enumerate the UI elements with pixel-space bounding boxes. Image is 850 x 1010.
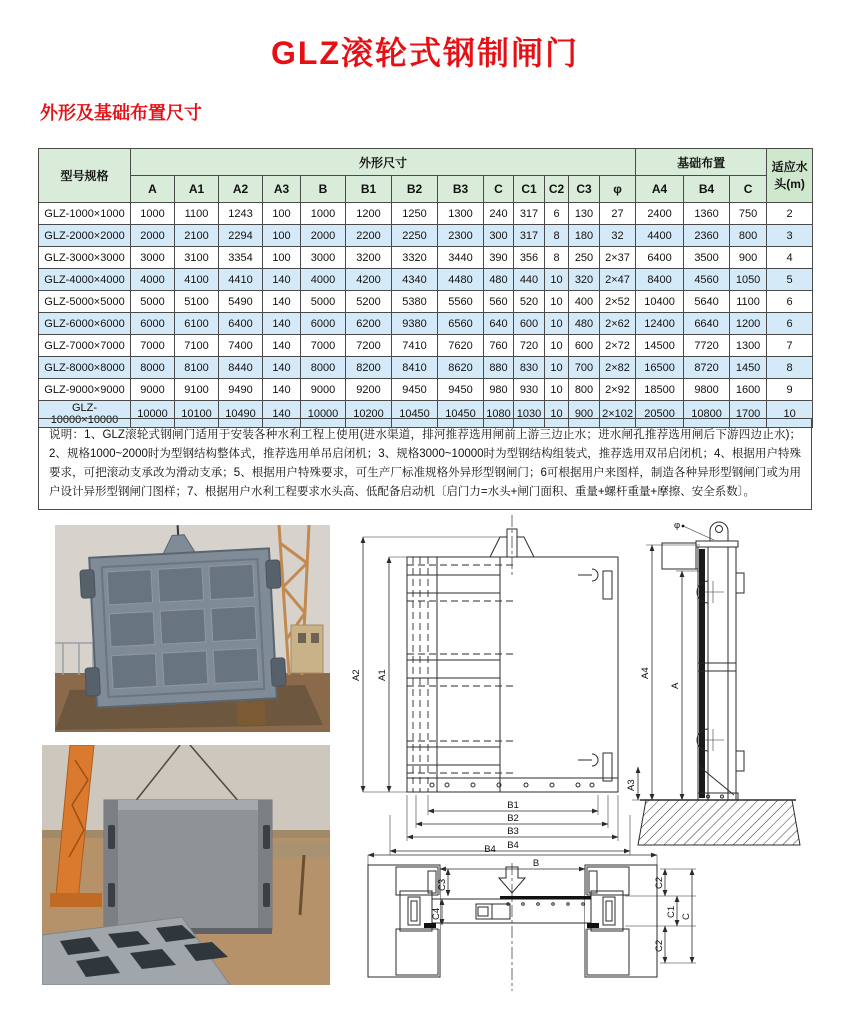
value-cell: 2×47	[600, 269, 636, 291]
photo-roller-gate	[55, 525, 330, 732]
value-cell: 10	[545, 335, 569, 357]
value-cell: 10800	[684, 401, 730, 428]
value-cell: 9000	[131, 379, 175, 401]
dim-label-a3: A3	[626, 779, 637, 791]
value-cell: 317	[514, 225, 545, 247]
value-cell: 140	[263, 313, 301, 335]
value-cell: 7620	[438, 335, 484, 357]
value-cell: 140	[263, 357, 301, 379]
value-cell: 390	[484, 247, 514, 269]
notes-box: 说明：1、GLZ滚轮式钢闸门适用于安装各种水利工程上使用(进水渠道，排河推荐选用闸前上游三边止水；进水闸孔推荐选用闸后下游四边止水)；2、规格1000~2000时为型钢结构整体式，推荐选用单吊启闭机；3、规格3000~10000时为型钢结构组装式，推荐选用双吊启闭机；4、根据用户特殊要求，可把滚动支承改为滑动支承；5、根据用户特殊要求，可生产厂标准规格外异形型钢闸门；6可根据用户来图样，制造各种异形型钢闸门或为用户设计异形型钢闸门图样；7、根据用户水利工程要求水头高、低配备启动机〔启门力=水头+闸门面积、重量+螺杆重量+摩擦、安全系数〕。	[38, 418, 812, 510]
model-cell: GLZ-4000×4000	[39, 269, 131, 291]
value-cell: 400	[569, 291, 600, 313]
value-cell: 8440	[219, 357, 263, 379]
value-cell: 9450	[392, 379, 438, 401]
value-cell: 4000	[301, 269, 346, 291]
value-cell: 130	[569, 203, 600, 225]
model-cell: GLZ-6000×6000	[39, 313, 131, 335]
value-cell: 320	[569, 269, 600, 291]
value-cell: 800	[569, 379, 600, 401]
value-cell: 2×82	[600, 357, 636, 379]
value-cell: 1700	[730, 401, 767, 428]
spec-table-body	[39, 203, 813, 428]
value-cell: 12400	[636, 313, 684, 335]
drawing-front-view	[351, 515, 630, 855]
value-cell: 2300	[438, 225, 484, 247]
value-cell: 3354	[219, 247, 263, 269]
value-cell: 1250	[392, 203, 438, 225]
value-cell: 2250	[392, 225, 438, 247]
column-header: C2	[545, 176, 569, 203]
column-header: B	[301, 176, 346, 203]
column-header: A4	[636, 176, 684, 203]
column-header: A	[131, 176, 175, 203]
value-cell: 2×52	[600, 291, 636, 313]
value-cell: 6100	[175, 313, 219, 335]
value-cell: 880	[484, 357, 514, 379]
column-header: A2	[219, 176, 263, 203]
value-cell: 140	[263, 401, 301, 428]
value-cell: 7400	[219, 335, 263, 357]
value-cell: 8200	[346, 357, 392, 379]
drawing-side-view	[626, 520, 800, 845]
column-header: B2	[392, 176, 438, 203]
value-cell: 100	[263, 225, 301, 247]
table-row	[39, 269, 813, 291]
value-cell: 8	[545, 247, 569, 269]
value-cell: 760	[484, 335, 514, 357]
value-cell: 6200	[346, 313, 392, 335]
value-cell: 4480	[438, 269, 484, 291]
column-header: A1	[175, 176, 219, 203]
value-cell: 5000	[301, 291, 346, 313]
value-cell: 100	[263, 247, 301, 269]
dim-label-phi: φ	[674, 520, 681, 531]
value-cell: 1360	[684, 203, 730, 225]
dim-label-b4: B4	[507, 840, 519, 851]
value-cell: 6560	[438, 313, 484, 335]
value-cell: 10490	[219, 401, 263, 428]
value-cell: 3000	[301, 247, 346, 269]
dim-label-c4: C4	[431, 907, 442, 920]
value-cell: 4400	[636, 225, 684, 247]
value-cell: 9380	[392, 313, 438, 335]
value-cell: 6	[767, 313, 813, 335]
model-cell: GLZ-7000×7000	[39, 335, 131, 357]
value-cell: 750	[730, 203, 767, 225]
value-cell: 2200	[346, 225, 392, 247]
dim-label-c3: C3	[437, 878, 448, 891]
value-cell: 9100	[175, 379, 219, 401]
model-cell: GLZ-3000×3000	[39, 247, 131, 269]
value-cell: 2×92	[600, 379, 636, 401]
value-cell: 5640	[684, 291, 730, 313]
value-cell: 10100	[175, 401, 219, 428]
value-cell: 3440	[438, 247, 484, 269]
value-cell: 4000	[131, 269, 175, 291]
value-cell: 140	[263, 269, 301, 291]
model-cell: GLZ-10000×10000	[39, 401, 131, 428]
dim-label-a2: A2	[351, 669, 362, 681]
value-cell: 1030	[514, 401, 545, 428]
value-cell: 7000	[131, 335, 175, 357]
value-cell: 10400	[636, 291, 684, 313]
value-cell: 10	[545, 401, 569, 428]
value-cell: 980	[484, 379, 514, 401]
value-cell: 7720	[684, 335, 730, 357]
dim-label-a4: A4	[640, 667, 651, 679]
value-cell: 2400	[636, 203, 684, 225]
value-cell: 900	[569, 401, 600, 428]
value-cell: 7200	[346, 335, 392, 357]
value-cell: 10	[545, 379, 569, 401]
dim-label-b1: B1	[507, 800, 519, 811]
value-cell: 6	[545, 203, 569, 225]
value-cell: 8000	[131, 357, 175, 379]
value-cell: 7000	[301, 335, 346, 357]
dim-label-b2: B2	[507, 813, 519, 824]
value-cell: 5380	[392, 291, 438, 313]
value-cell: 7100	[175, 335, 219, 357]
value-cell: 10	[545, 357, 569, 379]
dim-label-c: C	[681, 913, 692, 920]
column-header-row	[39, 176, 813, 203]
value-cell: 6400	[219, 313, 263, 335]
value-cell: 32	[600, 225, 636, 247]
value-cell: 1243	[219, 203, 263, 225]
value-cell: 1300	[730, 335, 767, 357]
value-cell: 10450	[438, 401, 484, 428]
value-cell: 3100	[175, 247, 219, 269]
value-cell: 6640	[684, 313, 730, 335]
value-cell: 2000	[301, 225, 346, 247]
header-water-head: 适应水头(m)	[767, 149, 813, 203]
group-header-row	[39, 149, 813, 176]
value-cell: 9	[767, 379, 813, 401]
column-header: B3	[438, 176, 484, 203]
table-row	[39, 335, 813, 357]
table-row	[39, 357, 813, 379]
value-cell: 2×72	[600, 335, 636, 357]
value-cell: 4410	[219, 269, 263, 291]
header-model: 型号规格	[39, 149, 131, 203]
model-cell: GLZ-8000×8000	[39, 357, 131, 379]
column-header: B4	[684, 176, 730, 203]
dim-label-plan-b: B	[532, 858, 540, 869]
value-cell: 140	[263, 379, 301, 401]
value-cell: 1450	[730, 357, 767, 379]
value-cell: 5490	[219, 291, 263, 313]
value-cell: 8410	[392, 357, 438, 379]
value-cell: 6000	[131, 313, 175, 335]
value-cell: 20500	[636, 401, 684, 428]
value-cell: 7410	[392, 335, 438, 357]
value-cell: 8400	[636, 269, 684, 291]
value-cell: 7	[767, 335, 813, 357]
value-cell: 1000	[131, 203, 175, 225]
value-cell: 520	[514, 291, 545, 313]
model-cell: GLZ-5000×5000	[39, 291, 131, 313]
value-cell: 180	[569, 225, 600, 247]
value-cell: 700	[569, 357, 600, 379]
value-cell: 830	[514, 357, 545, 379]
value-cell: 1600	[730, 379, 767, 401]
header-foundation: 基础布置	[636, 149, 767, 176]
value-cell: 2×102	[600, 401, 636, 428]
value-cell: 10	[545, 291, 569, 313]
value-cell: 5200	[346, 291, 392, 313]
value-cell: 5	[767, 269, 813, 291]
dim-label-plan-b4: B4	[484, 844, 496, 855]
photo-flat-gate	[42, 745, 330, 985]
value-cell: 2000	[131, 225, 175, 247]
value-cell: 6	[767, 291, 813, 313]
value-cell: 8620	[438, 357, 484, 379]
value-cell: 1000	[301, 203, 346, 225]
dim-label-b3: B3	[507, 826, 519, 837]
value-cell: 8000	[301, 357, 346, 379]
technical-drawings	[340, 515, 850, 1005]
model-cell: GLZ-2000×2000	[39, 225, 131, 247]
value-cell: 1080	[484, 401, 514, 428]
page-title: GLZ滚轮式钢制闸门	[271, 35, 579, 71]
column-header: C	[730, 176, 767, 203]
value-cell: 16500	[636, 357, 684, 379]
value-cell: 10450	[392, 401, 438, 428]
value-cell: 4	[767, 247, 813, 269]
value-cell: 14500	[636, 335, 684, 357]
value-cell: 2×62	[600, 313, 636, 335]
value-cell: 8	[545, 225, 569, 247]
value-cell: 1200	[346, 203, 392, 225]
value-cell: 3200	[346, 247, 392, 269]
section-heading: 外形及基础布置尺寸	[40, 103, 202, 123]
value-cell: 1100	[175, 203, 219, 225]
value-cell: 18500	[636, 379, 684, 401]
column-header: C3	[569, 176, 600, 203]
value-cell: 10	[545, 313, 569, 335]
value-cell: 480	[569, 313, 600, 335]
drawing-plan-view	[368, 844, 696, 991]
model-cell: GLZ-9000×9000	[39, 379, 131, 401]
value-cell: 5000	[131, 291, 175, 313]
value-cell: 2100	[175, 225, 219, 247]
dim-label-a: A	[670, 682, 681, 689]
value-cell: 317	[514, 203, 545, 225]
value-cell: 480	[484, 269, 514, 291]
value-cell: 10000	[301, 401, 346, 428]
value-cell: 2	[767, 203, 813, 225]
value-cell: 560	[484, 291, 514, 313]
value-cell: 3000	[131, 247, 175, 269]
value-cell: 720	[514, 335, 545, 357]
value-cell: 10	[767, 401, 813, 428]
table-row	[39, 379, 813, 401]
header-outline-dims: 外形尺寸	[131, 149, 636, 176]
value-cell: 9800	[684, 379, 730, 401]
value-cell: 5100	[175, 291, 219, 313]
value-cell: 4200	[346, 269, 392, 291]
table-row	[39, 203, 813, 225]
spec-table	[38, 148, 813, 428]
value-cell: 10	[545, 269, 569, 291]
value-cell: 1300	[438, 203, 484, 225]
value-cell: 240	[484, 203, 514, 225]
value-cell: 4560	[684, 269, 730, 291]
value-cell: 140	[263, 291, 301, 313]
value-cell: 8	[767, 357, 813, 379]
value-cell: 1050	[730, 269, 767, 291]
value-cell: 2360	[684, 225, 730, 247]
value-cell: 640	[484, 313, 514, 335]
value-cell: 1100	[730, 291, 767, 313]
column-header: φ	[600, 176, 636, 203]
dim-label-c1: C1	[666, 905, 677, 918]
value-cell: 9000	[301, 379, 346, 401]
column-header: B1	[346, 176, 392, 203]
value-cell: 600	[569, 335, 600, 357]
value-cell: 9200	[346, 379, 392, 401]
value-cell: 600	[514, 313, 545, 335]
value-cell: 3500	[684, 247, 730, 269]
value-cell: 440	[514, 269, 545, 291]
value-cell: 930	[514, 379, 545, 401]
model-cell: GLZ-1000×1000	[39, 203, 131, 225]
table-row	[39, 247, 813, 269]
table-row	[39, 313, 813, 335]
value-cell: 800	[730, 225, 767, 247]
table-row	[39, 291, 813, 313]
value-cell: 8720	[684, 357, 730, 379]
value-cell: 3	[767, 225, 813, 247]
value-cell: 8100	[175, 357, 219, 379]
dim-label-c2-top: C2	[654, 876, 665, 889]
value-cell: 6400	[636, 247, 684, 269]
value-cell: 250	[569, 247, 600, 269]
gate-panel	[104, 800, 272, 934]
value-cell: 900	[730, 247, 767, 269]
column-header: C	[484, 176, 514, 203]
value-cell: 10000	[131, 401, 175, 428]
value-cell: 9450	[438, 379, 484, 401]
value-cell: 4340	[392, 269, 438, 291]
value-cell: 27	[600, 203, 636, 225]
value-cell: 1200	[730, 313, 767, 335]
dim-label-c2-bottom: C2	[654, 939, 665, 952]
value-cell: 356	[514, 247, 545, 269]
table-row	[39, 225, 813, 247]
value-cell: 3320	[392, 247, 438, 269]
value-cell: 2×37	[600, 247, 636, 269]
value-cell: 4100	[175, 269, 219, 291]
value-cell: 300	[484, 225, 514, 247]
value-cell: 9490	[219, 379, 263, 401]
column-header: A3	[263, 176, 301, 203]
column-header: C1	[514, 176, 545, 203]
value-cell: 2294	[219, 225, 263, 247]
value-cell: 6000	[301, 313, 346, 335]
value-cell: 5560	[438, 291, 484, 313]
value-cell: 10200	[346, 401, 392, 428]
value-cell: 100	[263, 203, 301, 225]
value-cell: 140	[263, 335, 301, 357]
dim-label-a1: A1	[377, 669, 388, 681]
